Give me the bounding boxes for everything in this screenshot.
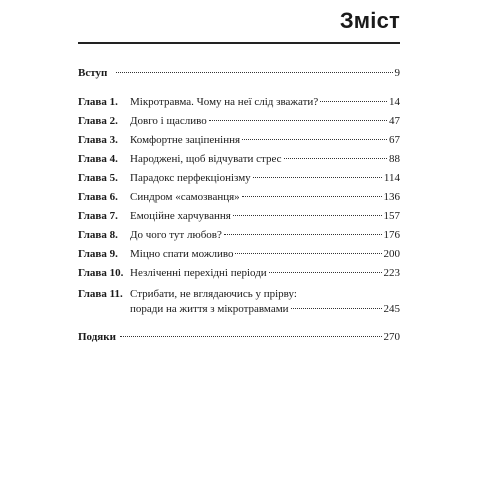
toc-label: Глава 9. bbox=[78, 248, 118, 260]
toc-label: Вступ bbox=[78, 67, 108, 79]
toc-page-number: 47 bbox=[389, 115, 400, 127]
toc-entry-chapter-7[interactable] bbox=[78, 209, 400, 223]
toc-title: До чого тут любов? bbox=[130, 229, 222, 241]
toc-page-number: 157 bbox=[383, 210, 400, 222]
toc-label: Глава 6. bbox=[78, 191, 118, 203]
toc-title: Народжені, щоб відчувати стрес bbox=[130, 153, 282, 165]
toc-title: Емоційне харчування bbox=[130, 210, 231, 222]
toc-label: Глава 11. bbox=[78, 288, 123, 300]
toc-title: Синдром «самозванця» bbox=[130, 191, 240, 203]
toc-label: Глава 8. bbox=[78, 229, 118, 241]
toc-title: Комфортне заціпеніння bbox=[130, 134, 241, 146]
toc-page-number: 270 bbox=[383, 331, 400, 343]
toc-entry-intro[interactable] bbox=[78, 66, 400, 80]
title-divider bbox=[78, 42, 400, 44]
leader-dots bbox=[235, 253, 381, 254]
leader-dots bbox=[116, 72, 393, 73]
toc-entry-chapter-4[interactable] bbox=[78, 152, 400, 166]
toc-label: Глава 1. bbox=[78, 96, 118, 108]
toc-entry-chapter-8[interactable] bbox=[78, 228, 400, 242]
toc-entry-chapter-1[interactable] bbox=[78, 95, 400, 109]
leader-dots bbox=[320, 101, 387, 102]
leader-dots bbox=[253, 177, 382, 178]
leader-dots bbox=[120, 336, 382, 337]
leader-dots bbox=[269, 272, 382, 273]
leader-dots bbox=[233, 215, 382, 216]
toc-page-number: 88 bbox=[389, 153, 400, 165]
toc-entry-chapter-2[interactable] bbox=[78, 114, 400, 128]
toc-title-line-1: Стрибати, не вглядаючись у прірву: bbox=[130, 288, 297, 300]
leader-dots bbox=[291, 308, 382, 309]
toc-entry-chapter-3[interactable] bbox=[78, 133, 400, 147]
toc-title: Довго і щасливо bbox=[130, 115, 207, 127]
toc-label: Глава 5. bbox=[78, 172, 118, 184]
toc-title: Мікротравма. Чому на неї слід зважати? bbox=[130, 96, 319, 108]
leader-dots bbox=[209, 120, 387, 121]
toc-title: Незліченні перехідні періоди bbox=[130, 267, 267, 279]
toc-label: Глава 4. bbox=[78, 153, 118, 165]
toc-label: Глава 7. bbox=[78, 210, 118, 222]
toc-label: Глава 2. bbox=[78, 115, 118, 127]
toc-label: Глава 10. bbox=[78, 267, 124, 279]
toc-entry-chapter-6[interactable] bbox=[78, 190, 400, 204]
toc-page-number: 114 bbox=[383, 172, 400, 184]
toc-page-number: 245 bbox=[383, 303, 400, 315]
toc-entry-chapter-9[interactable] bbox=[78, 247, 400, 261]
toc-title-line-2: поради на життя з мікротравмами bbox=[130, 303, 289, 315]
page-title: Зміст bbox=[339, 8, 400, 33]
toc-entry-thanks[interactable] bbox=[78, 330, 400, 344]
toc-title: Міцно спати можливо bbox=[130, 248, 234, 260]
toc-label: Подяки bbox=[78, 331, 116, 343]
toc-entry-chapter-5[interactable] bbox=[78, 171, 400, 185]
toc-page-number: 176 bbox=[383, 229, 400, 241]
toc-page-number: 67 bbox=[389, 134, 400, 146]
leader-dots bbox=[224, 234, 382, 235]
toc-entry-chapter-11[interactable] bbox=[78, 287, 400, 317]
toc-page-number: 200 bbox=[383, 248, 400, 260]
toc-page-number: 14 bbox=[389, 96, 400, 108]
toc-page-number: 136 bbox=[383, 191, 400, 203]
toc-entry-chapter-10[interactable] bbox=[78, 266, 400, 280]
leader-dots bbox=[242, 139, 387, 140]
toc-label: Глава 3. bbox=[78, 134, 118, 146]
toc-page-number: 9 bbox=[394, 67, 400, 79]
toc-page-number: 223 bbox=[383, 267, 400, 279]
leader-dots bbox=[284, 158, 387, 159]
leader-dots bbox=[242, 196, 382, 197]
toc-title: Парадокс перфекціонізму bbox=[130, 172, 251, 184]
